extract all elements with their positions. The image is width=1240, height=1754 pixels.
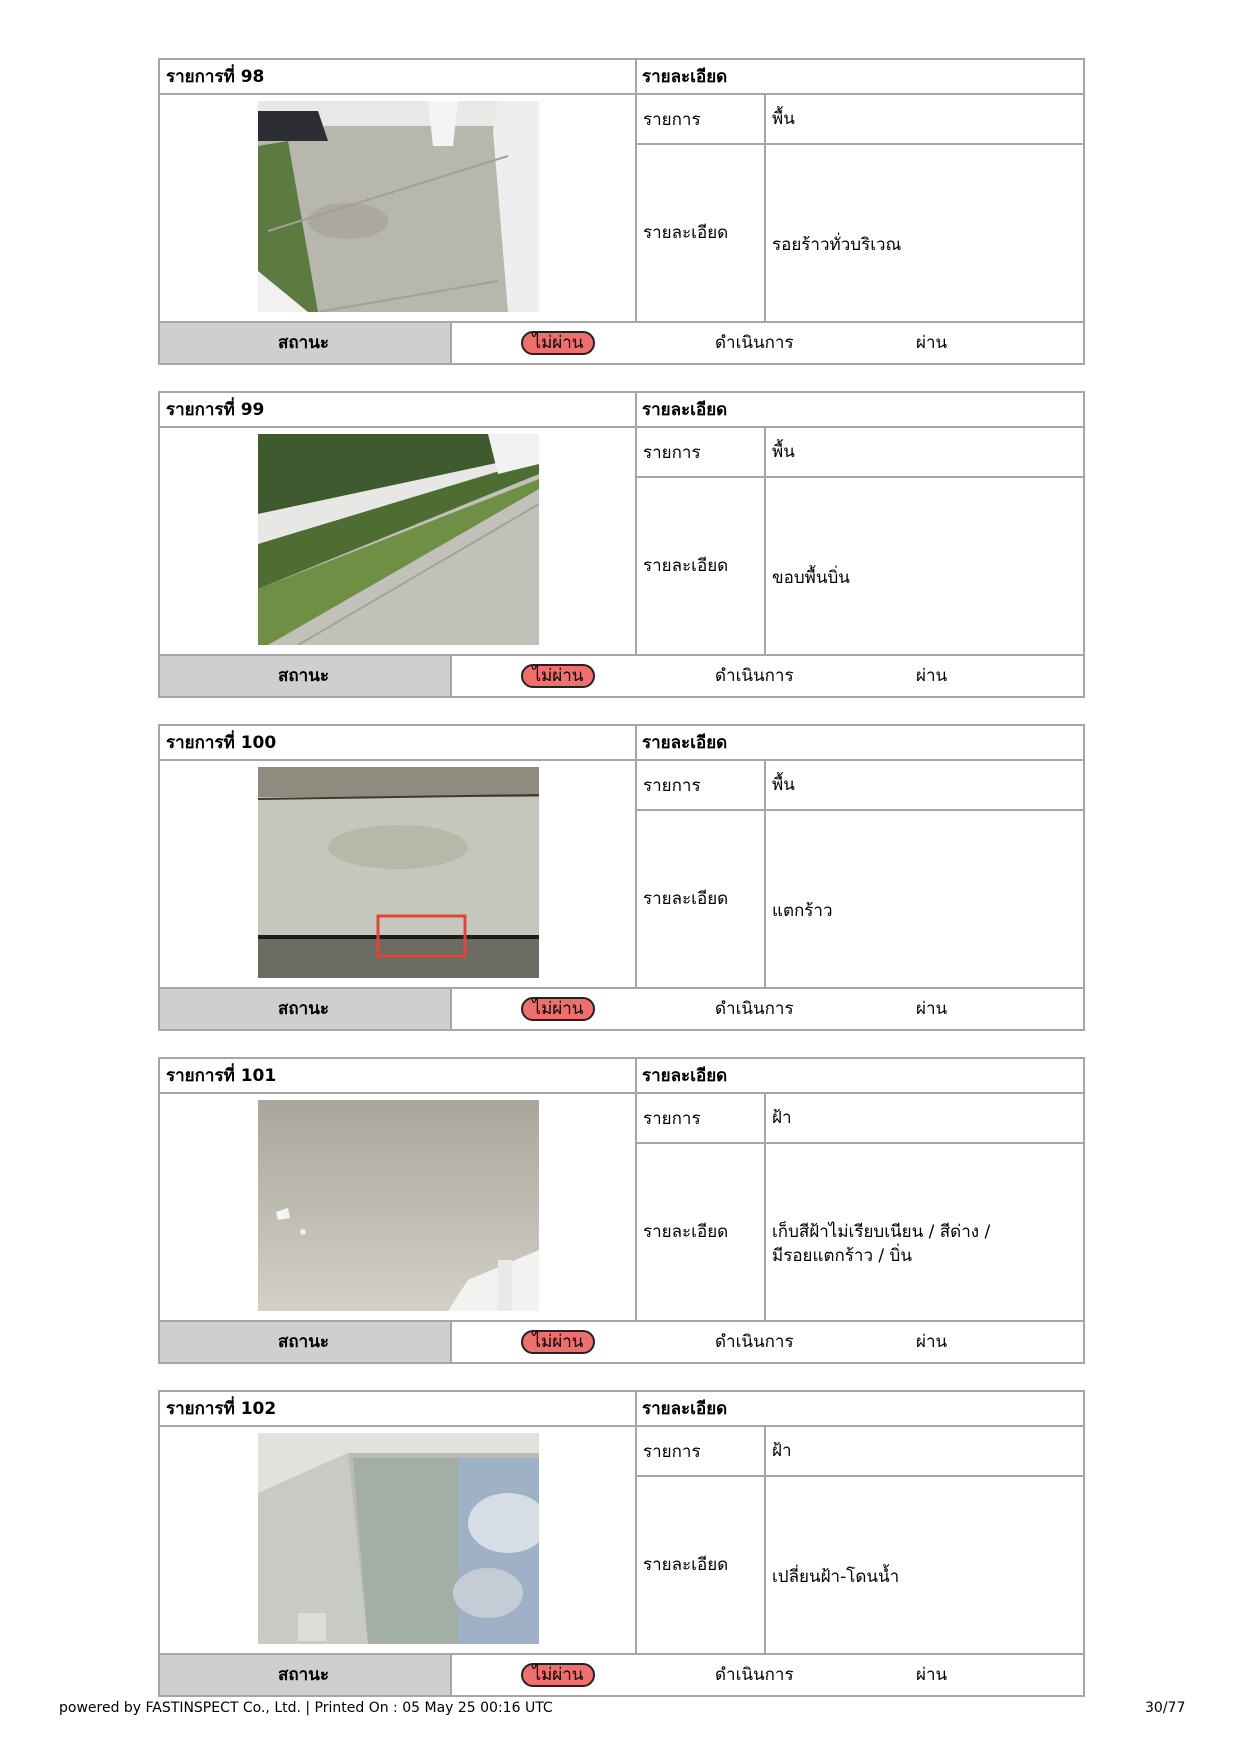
status-label: สถานะ [278,333,329,353]
inspection-card [158,724,1085,1031]
item-label-cell [637,761,766,811]
item-label-cell [637,428,766,478]
card-header-detail [637,393,1083,428]
detail-value: เก็บสีฝ้าไม่เรียบเนียน / สีด่าง / [772,1222,991,1242]
card-header-detail [637,726,1083,761]
card-header-title [160,393,637,428]
item-value-cell [766,428,1083,478]
item-value: พื้น [772,775,795,795]
photo-cell [160,1427,637,1653]
status-pass: ผ่าน [916,666,948,686]
item-value: ฝ้า [772,1441,792,1461]
item-value: พื้น [772,109,795,129]
status-pass: ผ่าน [916,1332,948,1352]
item-value-cell [766,1094,1083,1144]
detail-label: รายละเอียด [643,1222,729,1242]
detail-header-label: รายละเอียด [642,1066,728,1086]
card-header-title [160,1059,637,1094]
status-fail-badge: ไม่ผ่าน [521,997,595,1021]
item-value-cell [766,95,1083,145]
item-label-cell [637,1427,766,1477]
status-label: สถานะ [278,999,329,1019]
status-row [160,654,1083,696]
inspection-photo [258,1433,539,1644]
inspection-photo [258,1100,539,1311]
status-in-progress: ดำเนินการ [715,999,794,1019]
card-header-title [160,60,637,95]
detail-value-cell [766,478,1083,654]
photo-cell [160,761,637,987]
item-label: รายการ [643,1109,701,1129]
item-value-cell [766,1427,1083,1477]
detail-label-cell [637,478,766,654]
item-number: รายการที่ 102 [166,1399,277,1419]
status-label: สถานะ [278,1332,329,1352]
status-row [160,1320,1083,1362]
inspection-card [158,58,1085,365]
status-in-progress: ดำเนินการ [715,333,794,353]
status-label-cell [160,1322,452,1362]
inspection-card [158,1057,1085,1364]
item-value: พื้น [772,442,795,462]
status-pass: ผ่าน [916,333,948,353]
card-header-detail [637,1059,1083,1094]
status-label: สถานะ [278,1665,329,1685]
detail-value-line2: มีรอยแตกร้าว / บิ่น [772,1246,912,1266]
status-fail-badge: ไม่ผ่าน [521,331,595,355]
item-value-cell [766,761,1083,811]
status-fail-badge: ไม่ผ่าน [521,1663,595,1687]
status-label: สถานะ [278,666,329,686]
inspection-photo [258,434,539,645]
footer-page-number: 30/77 [1145,1700,1186,1716]
photo-cell [160,428,637,654]
status-row [160,987,1083,1029]
inspection-card [158,1390,1085,1697]
detail-label-cell [637,1144,766,1320]
detail-label-cell [637,811,766,987]
photo-cell [160,1094,637,1320]
card-header-title [160,726,637,761]
detail-value-cell [766,1477,1083,1653]
detail-label: รายละเอียด [643,1555,729,1575]
detail-value-cell [766,1144,1083,1320]
status-label-cell [160,1655,452,1695]
card-header-detail [637,1392,1083,1427]
detail-label: รายละเอียด [643,889,729,909]
inspection-card [158,391,1085,698]
item-number: รายการที่ 99 [166,400,265,420]
status-in-progress: ดำเนินการ [715,1665,794,1685]
detail-header-label: รายละเอียด [642,400,728,420]
status-fail-badge: ไม่ผ่าน [521,664,595,688]
item-label: รายการ [643,110,701,130]
item-number: รายการที่ 101 [166,1066,277,1086]
detail-header-label: รายละเอียด [642,67,728,87]
card-header-detail [637,60,1083,95]
status-fail-badge: ไม่ผ่าน [521,1330,595,1354]
item-number: รายการที่ 100 [166,733,277,753]
item-label: รายการ [643,776,701,796]
status-row [160,321,1083,363]
detail-header-label: รายละเอียด [642,733,728,753]
status-pass: ผ่าน [916,1665,948,1685]
status-pass: ผ่าน [916,999,948,1019]
footer-printed-info: powered by FASTINSPECT Co., Ltd. | Printed On : 05 May 25 00:16 UTC [59,1700,553,1716]
status-label-cell [160,323,452,363]
detail-header-label: รายละเอียด [642,1399,728,1419]
detail-value: ขอบพื้นบิ่น [772,568,850,588]
inspection-photo [258,767,539,978]
item-label: รายการ [643,443,701,463]
item-label-cell [637,1094,766,1144]
detail-label-cell [637,145,766,321]
detail-value: รอยร้าวทั่วบริเวณ [772,235,902,255]
status-in-progress: ดำเนินการ [715,666,794,686]
detail-label: รายละเอียด [643,223,729,243]
detail-value: เปลี่ยนฝ้า-โดนน้ำ [772,1567,900,1587]
status-row [160,1653,1083,1695]
detail-value-cell [766,145,1083,321]
card-header-title [160,1392,637,1427]
inspection-photo [258,101,539,312]
item-label-cell [637,95,766,145]
detail-value-cell [766,811,1083,987]
item-label: รายการ [643,1442,701,1462]
detail-label: รายละเอียด [643,556,729,576]
photo-cell [160,95,637,321]
status-label-cell [160,656,452,696]
item-value: ฝ้า [772,1108,792,1128]
status-label-cell [160,989,452,1029]
detail-label-cell [637,1477,766,1653]
detail-value: แตกร้าว [772,901,833,921]
item-number: รายการที่ 98 [166,67,265,87]
status-in-progress: ดำเนินการ [715,1332,794,1352]
